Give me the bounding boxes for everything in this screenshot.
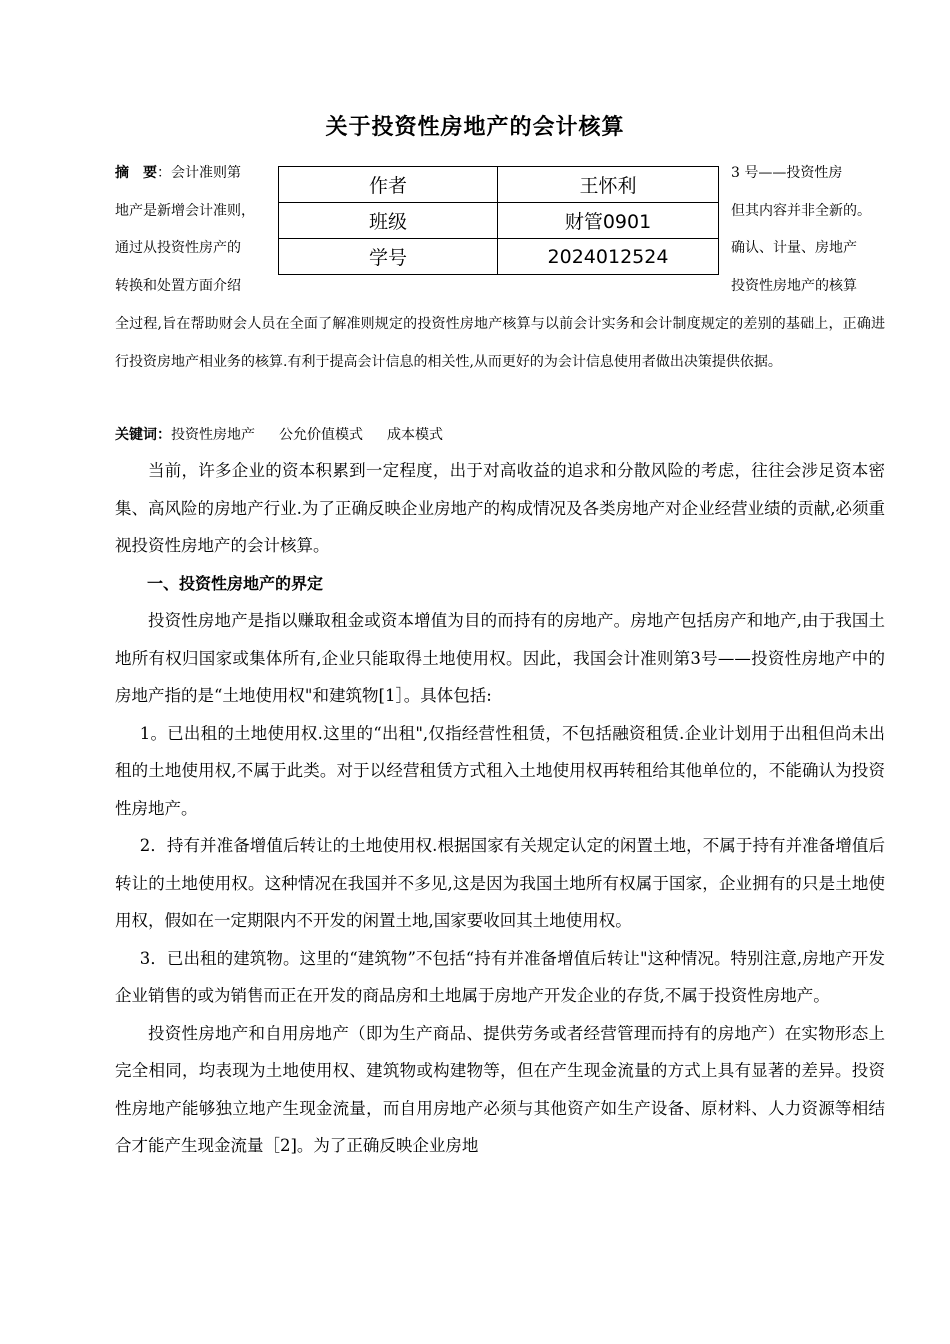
keyword-item: 投资性房地产	[171, 427, 255, 443]
document-title: 关于投资性房地产的会计核算	[325, 115, 625, 140]
keywords-line	[115, 423, 467, 447]
abstract-text-line: 但其内容并非全新的。	[731, 202, 871, 219]
section-heading: 一、投资性房地产的界定	[147, 573, 324, 593]
abstract-text-line: 3 号——投资性房	[731, 165, 843, 181]
comparison-paragraph: 投资性房地产和自用房地产（即为生产商品、提供劳务或者经营管理而持有的房地产）在实物形态上完全相同，均表现为土地使用权、建筑物或构建物等，但在产生现金流量的方式上具有显著的差异。投资性房地产能够独立地产生现金流量，而自用房地产必须与其他资产如生产设备、原材料、人力资源等相结合才能产生现金流量［2]。为了正确反映企业房地	[115, 1023, 885, 1155]
document-body	[115, 452, 885, 1165]
abstract-text-line: 会计准则第	[171, 165, 241, 181]
author-row	[279, 167, 719, 203]
student-id-value: 2024012524	[498, 239, 719, 275]
author-label: 作者	[279, 167, 498, 203]
abstract-right-column	[731, 155, 901, 305]
author-info-table	[278, 166, 719, 275]
abstract-left-column	[115, 155, 277, 305]
keywords-label: 关键词：	[115, 427, 171, 443]
abstract-text-line: 投资性房地产的核算	[731, 277, 857, 294]
class-row	[279, 203, 719, 239]
class-label: 班级	[279, 203, 498, 239]
keyword-item: 公允价值模式	[279, 427, 363, 443]
list-item: 3．已出租的建筑物。这里的“建筑物”不包括“持有并准备增值后转让"这种情况。特别注意,房地产开发企业销售的或为销售而正在开发的商品房和土地属于房地产开发企业的存货,不属于投资性房地产。	[115, 948, 885, 1005]
student-id-label: 学号	[279, 239, 498, 275]
intro-paragraph: 当前，许多企业的资本积累到一定程度，出于对高收益的追求和分散风险的考虑，往往会涉足资本密集、高风险的房地产行业.为了正确反映企业房地产的构成情况及各类房地产对企业经营业绩的贡献,必须重视投资性房地产的会计核算。	[115, 461, 885, 555]
author-value: 王怀利	[498, 167, 719, 203]
abstract-first-line: 摘 要：会计准则第	[115, 165, 241, 181]
abstract-text-line: 确认、计量、房地产	[731, 240, 857, 256]
definition-paragraph: 投资性房地产是指以赚取租金或资本增值为目的而持有的房地产。房地产包括房产和地产,由于我国土地所有权归国家或集体所有,企业只能取得土地使用权。因此，我国会计准则第3号——投资性房地产中的房地产指的是“土地使用权"和建筑物[1］。具体包括:	[115, 611, 885, 705]
keyword-item: 成本模式	[387, 427, 443, 443]
student-id-row	[279, 239, 719, 275]
abstract-continuation: 全过程,旨在帮助财会人员在全面了解准则规定的投资性房地产核算与以前会计实务和会计制度规定的差别的基础上，正确进行投资房地产相业务的核算.有利于提高会计信息的相关性,从而更好的为会计信息使用者做出决策提供依据。	[115, 316, 885, 370]
abstract-text-line: 通过从投资性房产的	[115, 240, 241, 256]
class-value: 财管0901	[498, 203, 719, 239]
abstract-text-line: 地产是新增会计准则，	[115, 202, 255, 219]
list-item: 2．持有并准备增值后转让的土地使用权.根据国家有关规定认定的闲置土地，不属于持有并准备增值后转让的土地使用权。这种情况在我国并不多见,这是因为我国土地所有权属于国家，企业拥有的只是土地使用权，假如在一定期限内不开发的闲置土地,国家要收回其土地使用权。	[115, 836, 885, 930]
abstract-label: 摘 要	[115, 165, 157, 181]
abstract-text-line: 转换和处置方面介绍	[115, 277, 241, 294]
list-item: 1。已出租的土地使用权.这里的“出租",仅指经营性租赁，不包括融资租赁.企业计划用于出租但尚未出租的土地使用权,不属于此类。对于以经营租赁方式租入土地使用权再转租给其他单位的，不能确认为投资性房地产。	[115, 723, 885, 818]
